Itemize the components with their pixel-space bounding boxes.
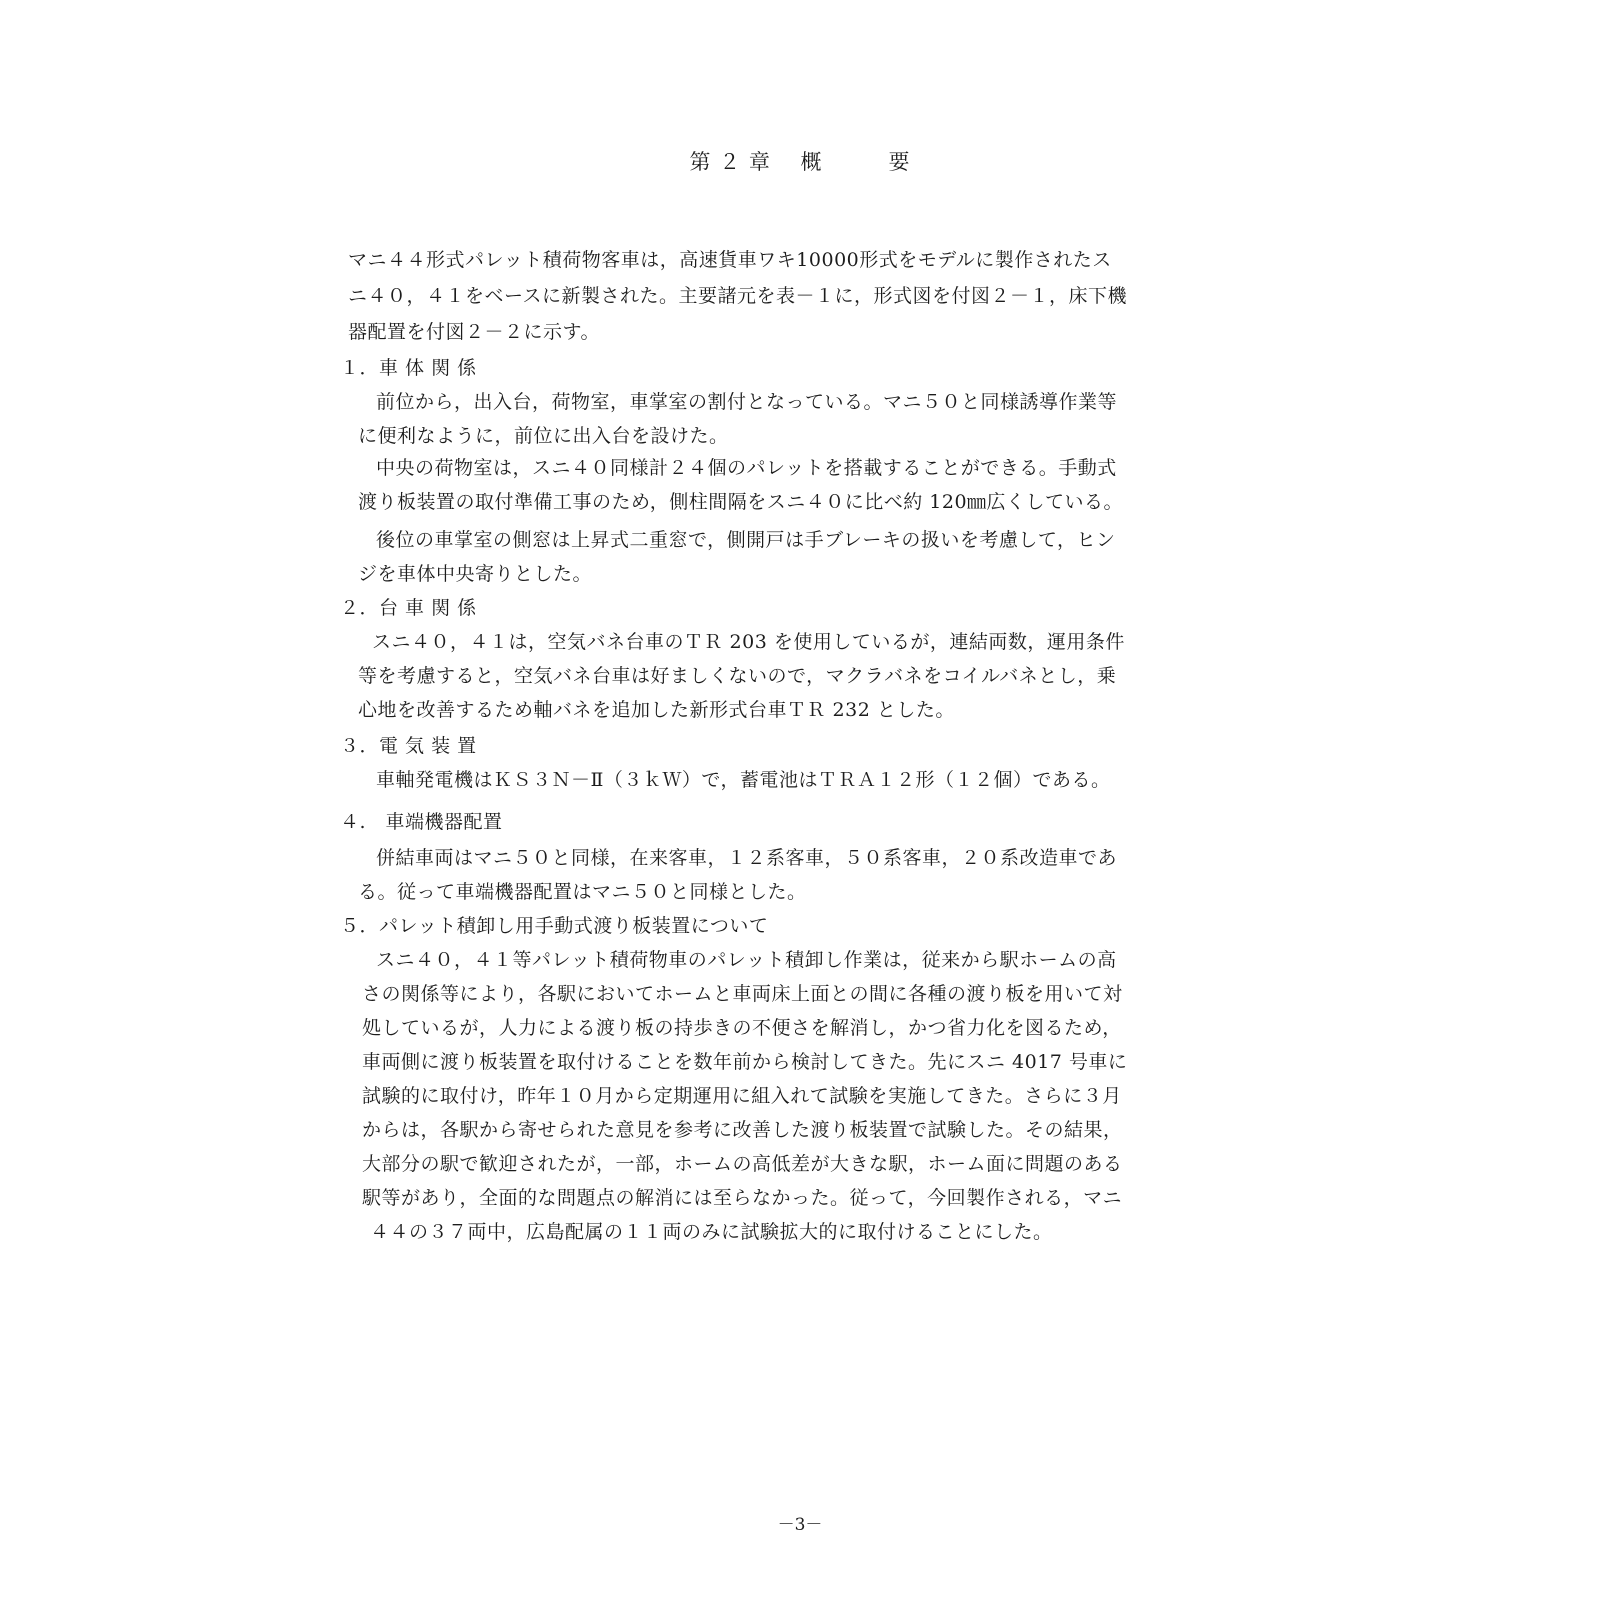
section-heading-truck: ２．台 車 関 係 [340, 597, 477, 619]
intro-line: マニ４４形式パレット積荷物客車は，高速貨車ワキ10000形式をモデルに製作されたス [348, 249, 1112, 271]
section-line: スニ４０，４１は，空気バネ台車のＴＲ 203 を使用しているが，連結両数，運用条件 [372, 631, 1125, 653]
section-line: に便利なように，前位に出入台を設けた。 [358, 425, 729, 447]
section-line: 渡り板装置の取付準備工事のため，側柱間隔をスニ４０に比べ約 120㎜広くしている。 [358, 491, 1124, 513]
section-line: 中央の荷物室は，スニ４０同様計２４個のパレットを搭載することができる。手動式 [376, 457, 1117, 479]
section-line: 車軸発電機はＫＳ３Ｎ－Ⅱ（３ｋＷ）で，蓄電池はＴＲＡ１２形（１２個）である。 [376, 769, 1111, 791]
section-line: 駅等があり，全面的な問題点の解消には至らなかった。従って，今回製作される，マニ [362, 1187, 1123, 1209]
section-heading-electrical: ３．電 気 装 置 [340, 735, 477, 757]
intro-line: 器配置を付図２－２に示す。 [348, 321, 600, 343]
section-line: 前位から，出入台，荷物室，車掌室の割付となっている。マニ５０と同様誘導作業等 [376, 391, 1118, 413]
section-line: 試験的に取付け，昨年１０月から定期運用に組入れて試験を実施してきた。さらに３月 [362, 1085, 1122, 1107]
section-line: る。従って車端機器配置はマニ５０と同様とした。 [358, 881, 807, 903]
section-heading-ramp: ５．パレット積卸し用手動式渡り板装置について [340, 915, 769, 937]
section-line: 心地を改善するため軸バネを追加した新形式台車ＴＲ 232 とした。 [358, 699, 955, 721]
section-line: 等を考慮すると，空気バネ台車は好ましくないので，マクラバネをコイルバネとし，乗 [358, 665, 1117, 687]
section-line: 後位の車掌室の側窓は上昇式二重窓で，側開戸は手ブレーキの扱いを考慮して，ヒン [376, 529, 1116, 551]
section-heading-body: １．車 体 関 係 [340, 357, 477, 379]
section-line: さの関係等により，各駅においてホームと車両床上面との間に各種の渡り板を用いて対 [362, 983, 1123, 1005]
chapter-title: 第 ２ 章 概 要 [689, 150, 911, 174]
section-line: スニ４０，４１等パレット積荷物車のパレット積卸し作業は，従来から駅ホームの高 [376, 949, 1117, 971]
section-line: 車両側に渡り板装置を取付けることを数年前から検討してきた。先にスニ 4017 号車に [362, 1051, 1128, 1073]
section-line: からは，各駅から寄せられた意見を参考に改善した渡り板装置で試験した。その結果， [362, 1119, 1123, 1141]
section-line: ４４の３７両中，広島配属の１１両のみに試験拡大的に取付けることにした。 [370, 1221, 1053, 1243]
page-number: －3－ [777, 1515, 823, 1535]
section-heading-equipment: ４. 車端機器配置 [340, 811, 503, 833]
section-line: ジを車体中央寄りとした。 [358, 563, 593, 585]
intro-line: ニ４０，４１をベースに新製された。主要諸元を表－１に，形式図を付図２－１，床下機 [348, 285, 1128, 307]
section-line: 大部分の駅で歓迎されたが，一部，ホームの高低差が大きな駅，ホーム面に問題のある [362, 1153, 1123, 1175]
section-line: 処しているが，人力による渡り板の持歩きの不便さを解消し，かつ省力化を図るため， [362, 1017, 1122, 1039]
section-line: 併結車両はマニ５０と同様，在来客車，１２系客車，５０系客車，２０系改造車であ [376, 847, 1118, 869]
